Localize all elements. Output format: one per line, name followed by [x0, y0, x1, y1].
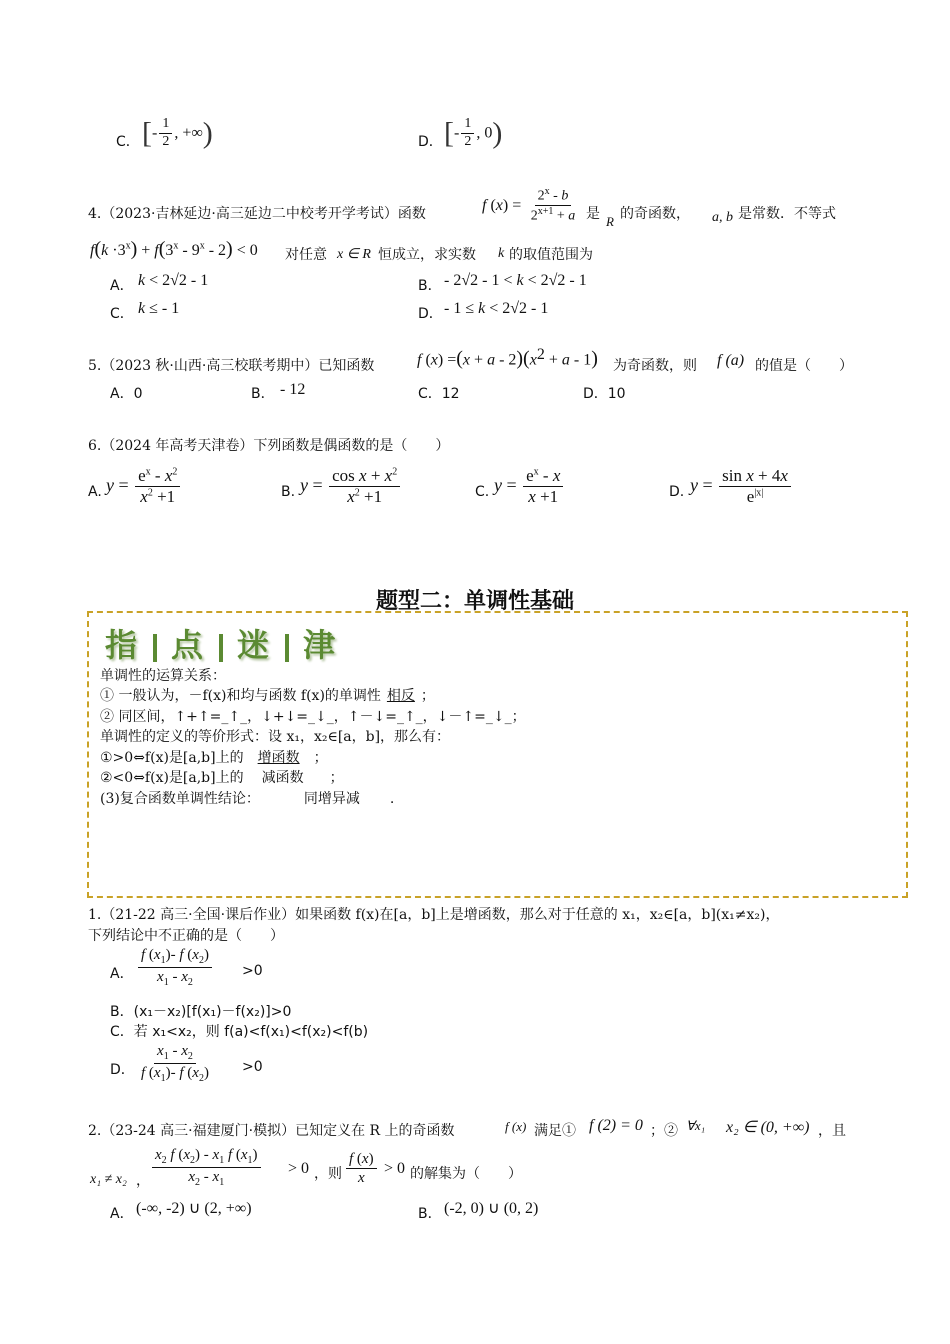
p2-opt-b: (-2, 0) ∪ (0, 2) — [444, 1200, 539, 1217]
q5-after-func: 为奇函数，则 — [613, 358, 697, 374]
p2-x2in: x₂ ∈ (0, +∞) — [726, 1119, 810, 1136]
p2-forall: ∀x₁ — [686, 1118, 706, 1133]
q4-line2-text3: 的取值范围为 — [509, 247, 593, 263]
q4-opt-c: k ≤ - 1 — [138, 300, 180, 317]
q4-after-func: 是 — [586, 206, 600, 222]
q4-R: R — [606, 214, 614, 229]
q5-opt-b-label: B． — [251, 386, 275, 402]
tip-line-1: 单调性的运算关系： — [100, 668, 226, 684]
p1-opt-a-tail: >0 — [242, 963, 263, 979]
p1-line1: 1.（21-22 高三·全国·课后作业）如果函数 f(x)在[a，b]上是增函数，那么对于任意的 x₁，x₂∈[a，b](x₁≠x₂)， — [88, 907, 780, 923]
tip-line-4: 单调性的定义的等价形式：设 x₁，x₂∈[a，b]，那么有： — [100, 729, 451, 745]
q6-opt-b-label: B. — [281, 484, 296, 500]
q6-opt-a: y = $\frac{e^x - x^2}{x^2 +1}$ — [106, 466, 182, 508]
q5-function: f $(x) =(x + a - 2)(x^2 + a - 1)$ — [417, 346, 598, 370]
p2-cond1: f (2) = 0 — [589, 1117, 643, 1134]
q4-opt-a: k < 2√2 - 1 — [138, 272, 209, 289]
p1-opt-a-label: A． — [110, 966, 134, 982]
q5-tail: 的值是（ ） — [755, 358, 853, 374]
p2-ineq-frac: $\frac{f (x)}{x}$ — [344, 1150, 379, 1187]
p2-prefix: 2.（23-24 高三·福建厦门·模拟）已知定义在 R 上的奇函数 — [88, 1123, 455, 1139]
tip-line-2: ① 一般认为，－f(x)和均与函数 f(x)的单调性 相反 ； — [100, 688, 435, 704]
p1-opt-d-label: D． — [110, 1062, 135, 1078]
q4-ab: a, b — [712, 210, 733, 225]
q6-opt-b: y = $\frac{\cos x + x^2}{x^2 +1}$ — [300, 466, 402, 508]
option-d-expression: [- $\frac{1}{2}$ , 0) — [444, 116, 503, 150]
p2-comma: ， — [136, 1173, 150, 1189]
q4-opt-b-label: B． — [418, 278, 442, 294]
q6-opt-a-label: A. — [88, 484, 102, 500]
tip-line-3: ② 同区间，↑+↑=_↑_，↓+↓=_↓_，↑－↓=_↑_，↓－↑=_↓_； — [100, 709, 526, 725]
q4-opt-d-label: D． — [418, 306, 443, 322]
q4-odd-text: 的奇函数， — [620, 206, 690, 222]
p1-opt-d-frac: $\frac{x_1 - x_2}{f (x_1)- f (x_2)}$ — [141, 1043, 209, 1084]
q4-prefix: 4.（2023·吉林延边·高三延边二中校考开学考试）函数 — [88, 206, 426, 222]
p1-opt-b: B．(x₁－x₂)[f(x₁)－f(x₂)]>0 — [110, 1004, 292, 1020]
q5-opt-c: C．12 — [418, 386, 460, 402]
q4-opt-a-label: A． — [110, 278, 134, 294]
q4-x-in-R: x ∈ R — [337, 247, 371, 262]
p2-cond1-pre: 满足① — [534, 1123, 576, 1139]
p2-opt-a: (-∞, -2) ∪ (2, +∞) — [136, 1200, 252, 1217]
option-c-label: C． — [116, 134, 140, 150]
q5-opt-b-value: - 12 — [280, 381, 306, 398]
p2-cond-frac: $\frac{x_2 f (x_2) - x_1 f (x_1)}{x_2 - x_1}$ — [150, 1146, 263, 1189]
p1-opt-a-frac: $\frac{f (x_1)- f (x_2)}{x_1 - x_2}$ — [136, 946, 214, 989]
p2-neq: x₁ ≠ x₂ — [90, 1172, 127, 1187]
q5-opt-a: A．0 — [110, 386, 143, 402]
section-title: 题型二：单调性基础 — [375, 588, 574, 614]
tip-title — [105, 620, 337, 666]
p2-solset: 的解集为（ ） — [410, 1166, 522, 1182]
q4-opt-d: - 1 ≤ k < 2√2 - 1 — [444, 300, 549, 317]
q4-opt-b: - 2√2 - 1 < k < 2√2 - 1 — [444, 272, 587, 289]
p2-cond2-pre: ；② — [650, 1123, 678, 1139]
q6-opt-c-label: C. — [475, 484, 490, 500]
p1-opt-c: C．若 x₁<x₂，则 f(a)<f(x₁)<f(x₂)<f(b) — [110, 1024, 369, 1040]
q5-opt-d: D．10 — [583, 386, 626, 402]
tip-title-char: 点 — [171, 626, 206, 664]
q6-prefix: 6.（2024 年高考天津卷）下列函数是偶函数的是（ ） — [88, 438, 450, 454]
p1-line2: 下列结论中不正确的是（ ） — [88, 928, 284, 944]
p2-opt-b-label: B． — [418, 1206, 442, 1222]
q6-opt-d-label: D. — [669, 484, 685, 500]
p2-then: ，则 — [314, 1166, 342, 1182]
q4-k: k — [498, 246, 505, 261]
tip-title-char: 指 — [105, 626, 140, 664]
q6-opt-c: y = $\frac{e^x - x}{x +1}$ — [494, 466, 565, 508]
p2-and: ，且 — [818, 1123, 846, 1139]
tip-title-char: 津 — [303, 626, 338, 664]
option-d-label: D． — [418, 134, 443, 150]
p2-gt0b: > 0 — [384, 1160, 406, 1177]
p2-opt-a-label: A． — [110, 1206, 134, 1222]
tip-title-char: 迷 — [237, 626, 272, 664]
q4-line2-text2: 恒成立，求实数 — [378, 247, 476, 263]
q5-prefix: 5.（2023 秋·山西·高三校联考期中）已知函数 — [88, 358, 375, 374]
tip-line-5: ①>0⇔f(x)是[a,b]上的 增函数 ； — [100, 750, 328, 766]
tip-line-6: ②<0⇔f(x)是[a,b]上的 减函数 ； — [100, 770, 344, 786]
p1-opt-d-tail: >0 — [242, 1059, 263, 1075]
q4-line2-text1: 对任意 — [285, 247, 327, 263]
q4-inequality: $f(k \cdot 3^x) + f(3^x - 9^x - 2) < 0$ — [90, 238, 258, 260]
q4-opt-c-label: C． — [110, 306, 134, 322]
option-c-expression: [- $\frac{1}{2}$ , +∞) — [142, 116, 213, 150]
tip-line-7: (3)复合函数单调性结论： 同增异减 . — [100, 791, 395, 807]
q4-function: f (x) = $\frac{2^x - b}{2^{x+1} + a}$ — [482, 186, 576, 225]
p2-gt0: > 0 — [288, 1160, 310, 1177]
q5-fa: f (a) — [717, 352, 745, 369]
q4-const-text: 是常数．不等式 — [738, 206, 836, 222]
q6-opt-d: y = $\frac{\text{sin x + 4x}}{e^{|x|}}$ — [690, 466, 793, 508]
p2-fx: f (x) — [505, 1119, 527, 1134]
